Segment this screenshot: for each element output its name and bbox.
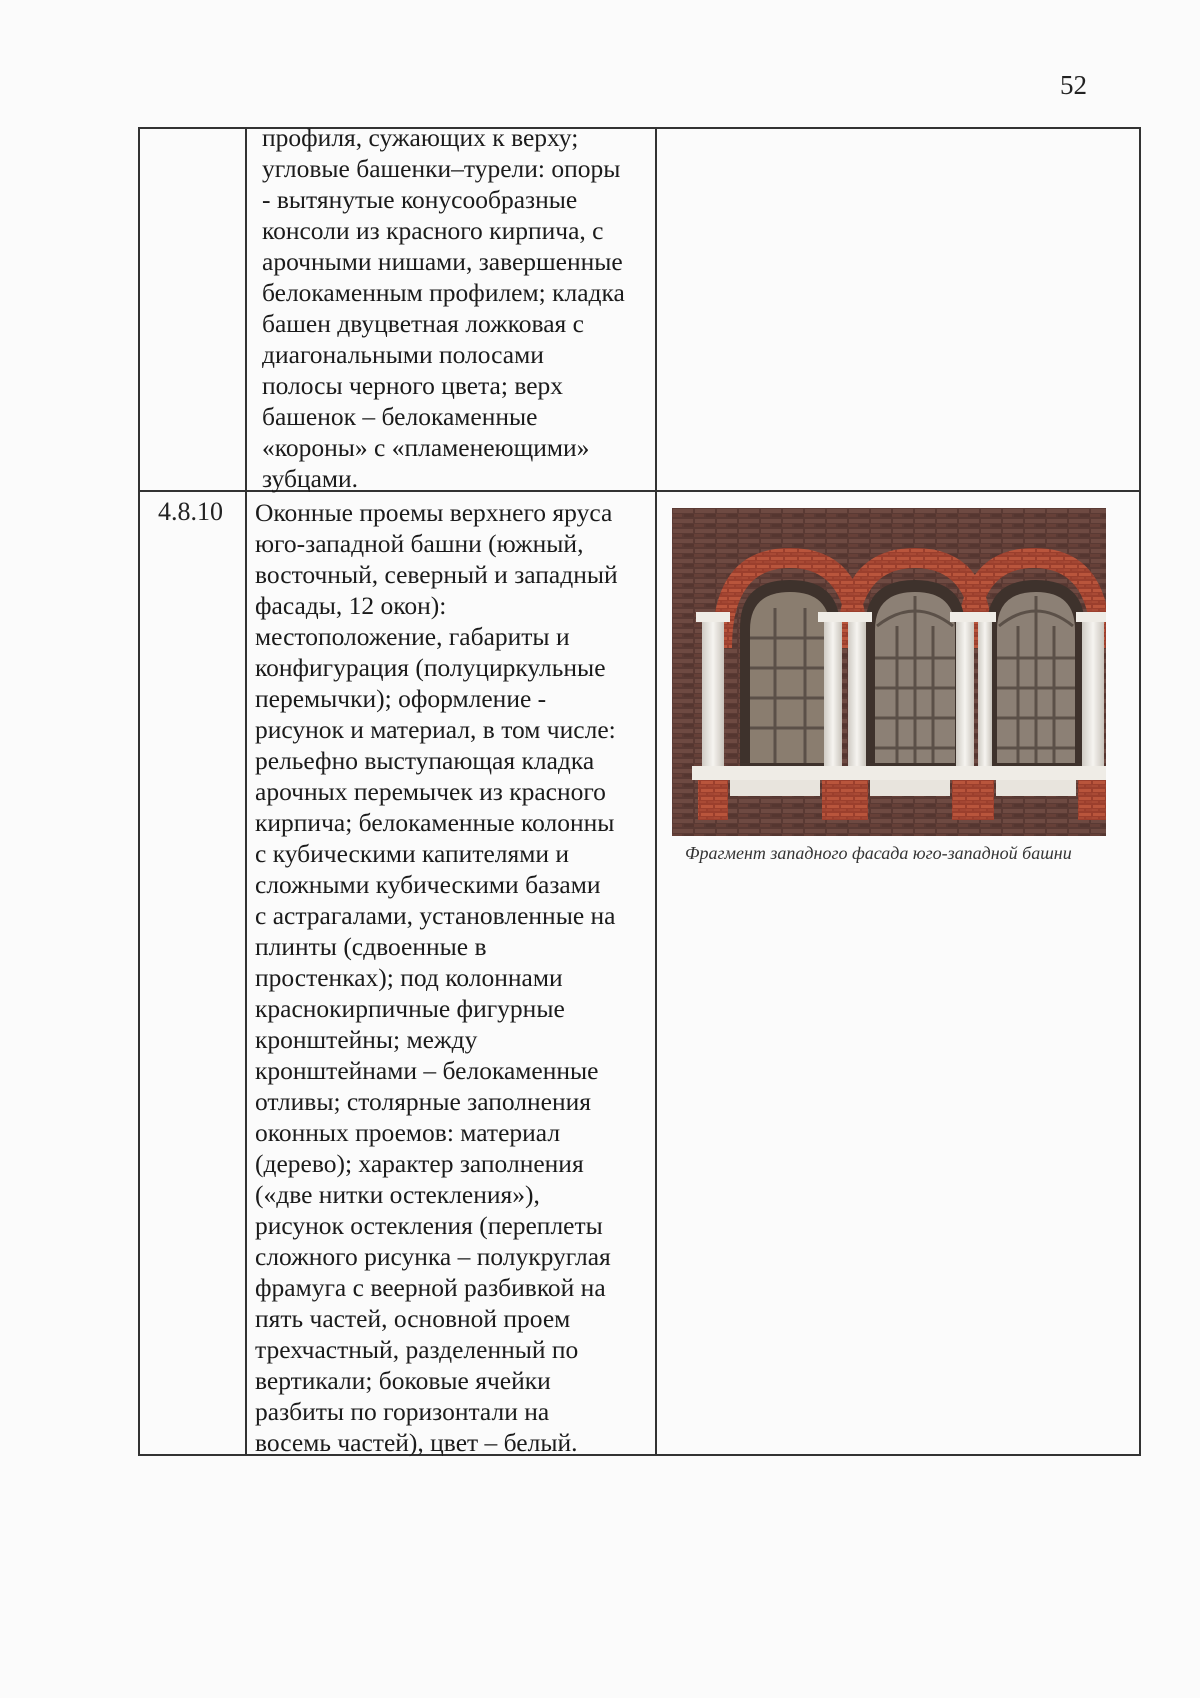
description-line: вертикали; боковые ячейки <box>255 1366 551 1395</box>
photo-caption: Фрагмент западного фасада юго-западной башни <box>685 843 1072 863</box>
description-line: консоли из красного кирпича, с <box>262 216 604 245</box>
description-line: («две нитки остекления»), <box>255 1180 540 1209</box>
description-line: рельефно выступающая кладка <box>255 746 595 775</box>
description-line: диагональными полосами <box>262 340 544 369</box>
description-line: трехчастный, разделенный по <box>255 1335 579 1364</box>
description-line: с астрагалами, установленные на <box>255 901 616 930</box>
description-line: разбиты по горизонтали на <box>255 1397 550 1426</box>
column-divider-number <box>245 127 247 1456</box>
description-line: рисунок остекления (переплеты <box>255 1211 603 1240</box>
description-line: кронштейны; между <box>255 1025 478 1054</box>
description-line: восточный, северный и западный <box>255 560 618 589</box>
page-number: 52 <box>1060 70 1087 100</box>
description-line: арочных перемычек из красного <box>255 777 606 806</box>
description-line: конфигурация (полуциркульные <box>255 653 606 682</box>
description-line: башенок – белокаменные <box>262 402 538 431</box>
description-line: с кубическими капителями и <box>255 839 570 868</box>
row-description-continued <box>262 122 625 494</box>
description-line: рисунок и материал, в том числе: <box>255 715 616 744</box>
description-line: Оконные проемы верхнего яруса <box>255 498 613 527</box>
table-left-border <box>138 127 140 1456</box>
column-divider-description <box>655 127 657 1456</box>
description-line: башен двуцветная ложковая с <box>262 309 584 338</box>
description-line: кронштейнами – белокаменные <box>255 1056 599 1085</box>
description-line: - вытянутые конусообразные <box>262 185 578 214</box>
description-line: сложного рисунка – полукруглая <box>255 1242 611 1271</box>
description-line: фасады, 12 окон): <box>255 591 447 620</box>
description-line: «короны» с «пламенеющими» <box>262 433 590 462</box>
description-line: краснокирпичные фигурные <box>255 994 565 1023</box>
facade-window-photo <box>672 508 1106 836</box>
description-line: сложными кубическими базами <box>255 870 601 899</box>
description-line: профиля, сужающих к верху; <box>262 123 579 152</box>
description-line: пять частей, основной проем <box>255 1304 571 1333</box>
description-line: зубцами. <box>262 464 359 493</box>
description-line: фрамуга с веерной разбивкой на <box>255 1273 606 1302</box>
description-line: (дерево); характер заполнения <box>255 1149 584 1178</box>
description-line: восемь частей), цвет – белый. <box>255 1428 578 1457</box>
description-line: отливы; столярные заполнения <box>255 1087 591 1116</box>
row-number: 4.8.10 <box>158 497 223 526</box>
description-line: плинты (сдвоенные в <box>255 932 487 961</box>
description-line: простенках); под колоннами <box>255 963 563 992</box>
description-line: белокаменным профилем; кладка <box>262 278 625 307</box>
description-line: полосы черного цвета; верх <box>262 371 564 400</box>
description-line: местоположение, габариты и <box>255 622 570 651</box>
row-description <box>255 497 618 1458</box>
description-line: юго-западной башни (южный, <box>255 529 584 558</box>
description-line: арочными нишами, завершенные <box>262 247 623 276</box>
description-line: перемычки); оформление - <box>255 684 547 713</box>
table-right-border <box>1139 127 1141 1456</box>
description-line: оконных проемов: материал <box>255 1118 561 1147</box>
description-line: кирпича; белокаменные колонны <box>255 808 615 837</box>
description-line: угловые башенки–турели: опоры <box>262 154 621 183</box>
